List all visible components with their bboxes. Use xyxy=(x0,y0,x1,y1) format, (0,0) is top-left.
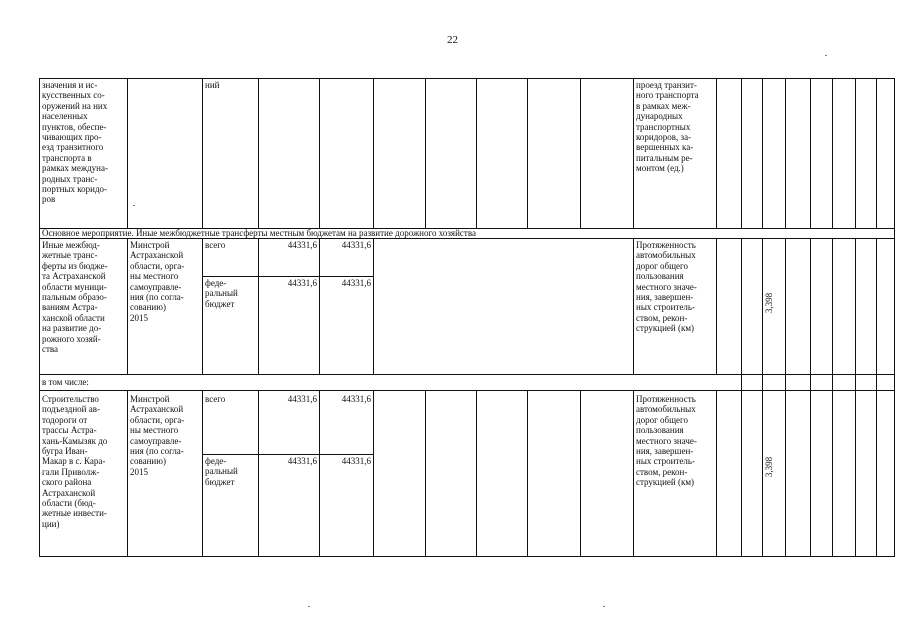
row-b-name: Строительство подъездной ав- тодороги от трассы Астра- хань-Камызяк до бугра Иван- Макар в с. Кара- гали Приволж- ского района Астраханской области (бюд- жетные инвести- ции) xyxy=(42,394,108,529)
row-a-source-total: всего xyxy=(205,240,226,250)
row-b-federal-1: 44331,6 xyxy=(287,456,317,466)
col-line xyxy=(258,390,259,556)
section1-col1-text: значения и ис- кусственных со- оружений на них населенных пунктов, обеспе- чивающих про- езд транзитного транспорта в рамках междуна- родных транс- портных коридо- ров xyxy=(42,80,108,205)
row-a-federal-1: 44331,6 xyxy=(287,278,317,288)
section1-col3-text: ний xyxy=(205,80,220,90)
col-line xyxy=(202,390,203,556)
col-line xyxy=(425,78,426,228)
col-line xyxy=(762,238,763,374)
col-line xyxy=(633,238,634,374)
col-line xyxy=(810,78,811,228)
col-line xyxy=(527,390,528,556)
col-line xyxy=(832,390,833,556)
row-b-source-federal: феде- ральный бюджет xyxy=(205,456,238,487)
col-line xyxy=(716,390,717,556)
col-line xyxy=(785,78,786,228)
col-line xyxy=(476,390,477,556)
row-a-total-2: 44331,6 xyxy=(341,240,371,250)
col-line xyxy=(762,374,763,390)
col-line xyxy=(832,78,833,228)
col-line xyxy=(580,390,581,556)
col-line xyxy=(716,238,717,374)
col-line xyxy=(127,78,128,228)
page-number: 22 xyxy=(447,34,458,46)
col-line xyxy=(832,374,833,390)
col-line xyxy=(855,78,856,228)
table-border-right xyxy=(894,78,895,556)
col-line xyxy=(810,390,811,556)
col-line xyxy=(810,374,811,390)
row-b-total-1: 44331,6 xyxy=(287,394,317,404)
row-b-federal-2: 44331,6 xyxy=(341,456,371,466)
col-line xyxy=(876,238,877,374)
col-line xyxy=(855,374,856,390)
col-line xyxy=(785,390,786,556)
section1-indicator-text: проезд транзит- ного транспорта в рамках меж- дународных транспортных коридоров, за- вершенных ка- питальным ре- монтом (ед.) xyxy=(636,80,699,174)
col-line xyxy=(762,78,763,228)
col-line xyxy=(425,390,426,556)
table-border-bottom xyxy=(39,556,895,557)
col-line xyxy=(741,238,742,374)
col-line xyxy=(741,78,742,228)
col-line xyxy=(785,374,786,390)
row-a-indicator: Протяженность автомобильных дорог общего пользования местного значе- ния, завершен- ных строитель- ством, рекон- струкцией (км) xyxy=(636,240,697,334)
row-line xyxy=(39,390,895,391)
col-line xyxy=(633,390,634,556)
row-a-source-federal: феде- ральный бюджет xyxy=(205,278,238,309)
table-border-left xyxy=(39,78,40,556)
row-a-federal-2: 44331,6 xyxy=(341,278,371,288)
col-line xyxy=(741,374,742,390)
col-line xyxy=(319,78,320,228)
row-b-total-2: 44331,6 xyxy=(341,394,371,404)
row-line xyxy=(202,276,374,277)
row-a-total-1: 44331,6 xyxy=(287,240,317,250)
scan-speck xyxy=(825,55,827,56)
col-line xyxy=(258,238,259,374)
table-border-top xyxy=(39,78,895,79)
col-line xyxy=(127,238,128,374)
col-line xyxy=(127,390,128,556)
row-b-value: 3,398 xyxy=(764,456,774,478)
col-line xyxy=(319,390,320,556)
col-line xyxy=(762,390,763,556)
col-line xyxy=(373,78,374,228)
col-line xyxy=(476,78,477,228)
col-line xyxy=(876,374,877,390)
row-line xyxy=(39,374,895,375)
row-a-value: 3,398 xyxy=(764,292,774,314)
scan-speck xyxy=(133,205,135,206)
col-line xyxy=(527,78,528,228)
row-a-name: Иные межбюд- жетные транс- ферты из бюдже- та Астраханской области муници- пальным образо- ваниям Астра- ханской области на развитие до- рожного хозяй- ства xyxy=(42,240,108,355)
col-line xyxy=(580,78,581,228)
col-line xyxy=(855,390,856,556)
col-line xyxy=(741,390,742,556)
col-line xyxy=(832,238,833,374)
row-a-executor: Минстрой Астраханской области, орга- ны местного самоуправле- ния (по согла- сованию) 2015 xyxy=(130,240,185,323)
row-b-source-total: всего xyxy=(205,394,226,404)
col-line xyxy=(633,78,634,228)
col-line xyxy=(855,238,856,374)
scan-speck xyxy=(308,606,310,607)
col-line xyxy=(258,78,259,228)
row-b-indicator: Протяженность автомобильных дорог общего пользования местного значе- ния, завершен- ных строитель- ством, рекон- струкцией (км) xyxy=(636,394,697,488)
row-line xyxy=(202,454,374,455)
col-line xyxy=(319,238,320,374)
scan-speck xyxy=(603,606,605,607)
col-line xyxy=(810,238,811,374)
row-b-executor: Минстрой Астраханской области, орга- ны местного самоуправле- ния (по согла- сованию) 2015 xyxy=(130,394,185,477)
col-line xyxy=(202,238,203,374)
col-line xyxy=(716,78,717,228)
including-label: в том числе: xyxy=(42,377,89,387)
col-line xyxy=(785,238,786,374)
col-line xyxy=(373,390,374,556)
col-line xyxy=(876,78,877,228)
col-line xyxy=(202,78,203,228)
main-activity-title: Основное мероприятие. Иные межбюджетные трансферты местным бюджетам на развитие дорожного хозяйства xyxy=(42,228,476,238)
col-line xyxy=(373,238,374,374)
col-line xyxy=(876,390,877,556)
